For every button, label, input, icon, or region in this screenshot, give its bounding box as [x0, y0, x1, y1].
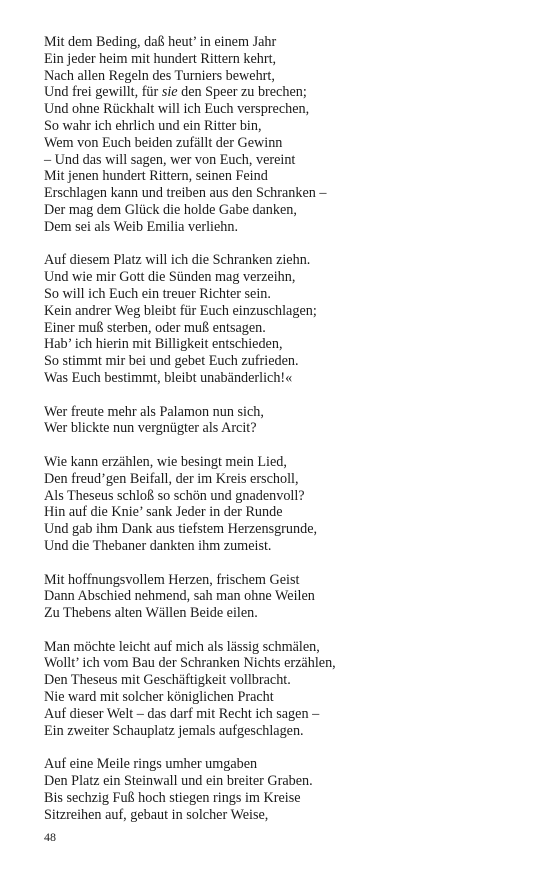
verse-line: Einer muß sterben, oder muß entsagen.	[44, 319, 266, 336]
stanza	[44, 639, 514, 740]
verse-line: Zu Thebens alten Wällen Beide eilen.	[44, 605, 258, 622]
verse-line: So wahr ich ehrlich und ein Ritter bin,	[44, 117, 262, 134]
verse-line: Dem sei als Weib Emilia verliehn.	[44, 218, 239, 235]
stanza	[44, 404, 514, 438]
verse-line: Wollt’ ich vom Bau der Schranken Nichts erzählen,	[44, 655, 336, 672]
verse-line: Man möchte leicht auf mich als lässig schmälen,	[44, 638, 320, 655]
verse-line	[44, 84, 514, 101]
poem-text	[44, 34, 514, 840]
verse-line: Sitzreihen auf, gebaut in solcher Weise,	[44, 806, 269, 823]
verse-line: Mit hoffnungsvollem Herzen, frischem Geist	[44, 571, 300, 588]
verse-line: Und die Thebaner dankten ihm zumeist.	[44, 537, 272, 554]
verse-line: Mit dem Beding, daß heut’ in einem Jahr	[44, 34, 277, 50]
verse-line: Den Theseus mit Geschäftigkeit vollbracht.	[44, 672, 291, 689]
verse-line: Den freud’gen Beifall, der im Kreis erscholl,	[44, 470, 299, 487]
verse-line: So will ich Euch ein treuer Richter sein.	[44, 285, 271, 302]
verse-line: Ein jeder heim mit hundert Rittern kehrt,	[44, 50, 277, 67]
stanza	[44, 756, 514, 823]
verse-line: – Und das will sagen, wer von Euch, vereint	[44, 151, 296, 168]
verse-line: Wer freute mehr als Palamon nun sich,	[44, 403, 264, 420]
verse-line: Bis sechzig Fuß hoch stiegen rings im Kreise	[44, 789, 301, 806]
verse-line: Wem von Euch beiden zufällt der Gewinn	[44, 134, 283, 151]
stanza	[44, 34, 514, 236]
verse-line: Auf dieser Welt – das darf mit Recht ich sagen –	[44, 705, 320, 722]
verse-line: Wie kann erzählen, wie besingt mein Lied,	[44, 453, 287, 470]
verse-segment: den Speer zu brechen;	[177, 84, 307, 101]
verse-line: Ein zweiter Schauplatz jemals aufgeschlagen.	[44, 722, 304, 739]
verse-line: Der mag dem Glück die holde Gabe danken,	[44, 201, 297, 218]
verse-line: Als Theseus schloß so schön und gnadenvoll?	[44, 487, 305, 504]
verse-line: Wer blickte nun vergnügter als Arcit?	[44, 420, 257, 437]
stanza	[44, 454, 514, 555]
emphasized-word: sie	[161, 84, 178, 101]
verse-line: Hab’ ich hierin mit Billigkeit entschieden,	[44, 336, 283, 353]
verse-line: Hin auf die Knie’ sank Jeder in der Runde	[44, 504, 283, 521]
verse-line: Kein andrer Weg bleibt für Euch einzuschlagen;	[44, 302, 317, 319]
verse-line: Dann Abschied nehmend, sah man ohne Weilen	[44, 588, 315, 605]
verse-line: Nie ward mit solcher königlichen Pracht	[44, 689, 274, 706]
page-number: 48	[44, 830, 56, 844]
verse-line: Und wie mir Gott die Sünden mag verzeihn,	[44, 269, 296, 286]
verse-segment: Und frei gewillt, für	[44, 84, 162, 101]
verse-line: Erschlagen kann und treiben aus den Schranken –	[44, 185, 327, 202]
stanza	[44, 252, 514, 386]
verse-line: Und gab ihm Dank aus tiefstem Herzensgrunde,	[44, 521, 318, 538]
verse-line: Und ohne Rückhalt will ich Euch versprechen,	[44, 101, 310, 118]
stanza	[44, 572, 514, 622]
verse-line: Den Platz ein Steinwall und ein breiter Graben.	[44, 773, 313, 790]
verse-line: Was Euch bestimmt, bleibt unabänderlich!«	[44, 369, 293, 386]
verse-line: Auf eine Meile rings umher umgaben	[44, 756, 258, 773]
verse-line: Mit jenen hundert Rittern, seinen Feind	[44, 168, 268, 185]
verse-line: Auf diesem Platz will ich die Schranken ziehn.	[44, 252, 311, 269]
verse-line: So stimmt mir bei und gebet Euch zufrieden.	[44, 353, 299, 370]
verse-line: Nach allen Regeln des Turniers bewehrt,	[44, 67, 275, 84]
